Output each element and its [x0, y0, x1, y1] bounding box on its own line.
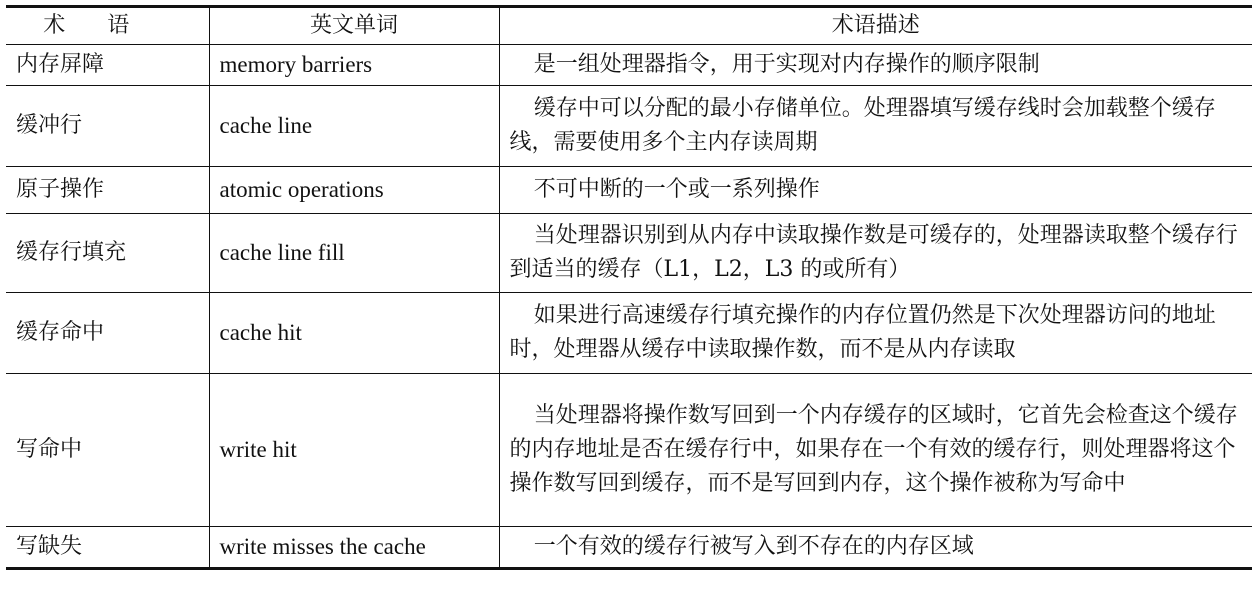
table-row — [6, 214, 1252, 293]
term-cell: 内存屏障 — [6, 45, 209, 86]
header-row — [6, 7, 1252, 45]
table-row — [6, 527, 1252, 569]
header-english: 英文单词 — [209, 7, 499, 45]
english-cell: write hit — [209, 374, 499, 527]
english-cell: cache line fill — [209, 214, 499, 293]
term-cell: 写缺失 — [6, 527, 209, 569]
english-cell: memory barriers — [209, 45, 499, 86]
description-cell — [499, 167, 1252, 214]
description-cell — [499, 527, 1252, 569]
description-cell — [499, 293, 1252, 374]
header-description: 术语描述 — [499, 7, 1252, 45]
description-cell — [499, 374, 1252, 527]
term-cell: 原子操作 — [6, 167, 209, 214]
table-row — [6, 374, 1252, 527]
english-cell: cache hit — [209, 293, 499, 374]
term-cell: 缓存命中 — [6, 293, 209, 374]
term-cell: 缓冲行 — [6, 86, 209, 167]
description-text: 当处理器将操作数写回到一个内存缓存的区域时，它首先会检查这个缓存的内存地址是否在缓存行中，如果存在一个有效的缓存行，则处理器将这个操作数写回到缓存，而不是写回到内存，这个操作被称为写命中 — [509, 403, 1238, 496]
terms-table-container — [6, 5, 1252, 570]
table-row — [6, 45, 1252, 86]
description-cell — [499, 86, 1252, 167]
term-cell: 写命中 — [6, 374, 209, 527]
description-cell — [499, 214, 1252, 293]
description-text: 如果进行高速缓存行填充操作的内存位置仍然是下次处理器访问的地址时，处理器从缓存中读取操作数，而不是从内存读取 — [509, 303, 1216, 362]
term-cell: 缓存行填充 — [6, 214, 209, 293]
description-text: 一个有效的缓存行被写入到不存在的内存区域 — [533, 534, 974, 559]
english-cell: cache line — [209, 86, 499, 167]
description-text: 是一组处理器指令，用于实现对内存操作的顺序限制 — [533, 52, 1040, 77]
table-row — [6, 167, 1252, 214]
description-text: 缓存中可以分配的最小存储单位。处理器填写缓存线时会加载整个缓存线，需要使用多个主内存读周期 — [509, 96, 1216, 155]
description-text: 不可中断的一个或一系列操作 — [533, 177, 820, 202]
header-term: 术语 — [6, 7, 209, 45]
description-cell — [499, 45, 1252, 86]
english-cell: write misses the cache — [209, 527, 499, 569]
table-row — [6, 86, 1252, 167]
terms-table — [6, 5, 1252, 570]
table-row — [6, 293, 1252, 374]
english-cell: atomic operations — [209, 167, 499, 214]
description-text: 当处理器识别到从内存中读取操作数是可缓存的，处理器读取整个缓存行到适当的缓存（L1，L2，L3 的或所有） — [509, 223, 1238, 282]
